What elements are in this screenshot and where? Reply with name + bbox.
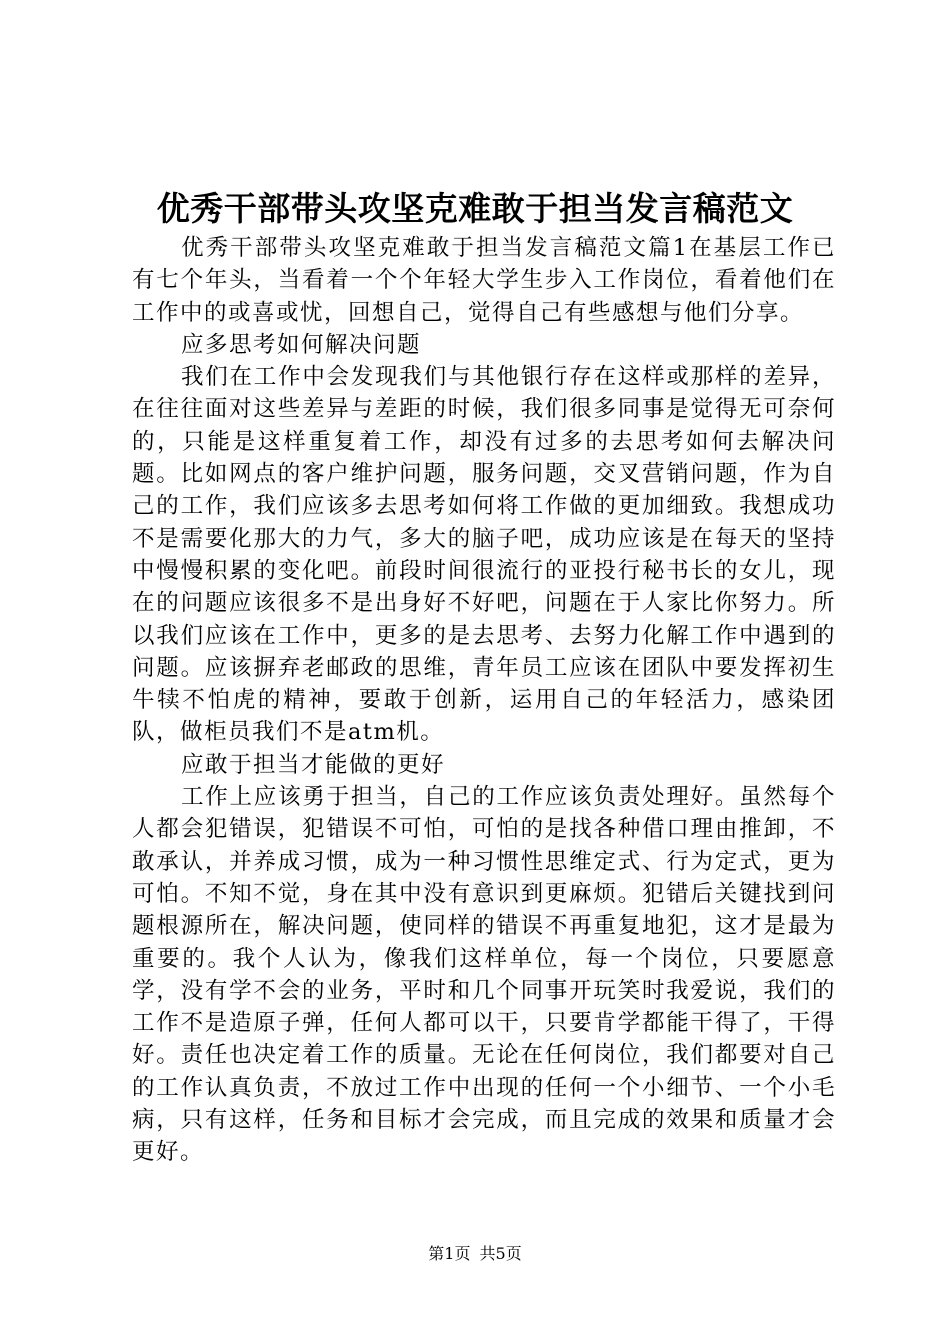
page-total: 共5页 (479, 1244, 522, 1263)
page-footer (0, 1243, 950, 1265)
intro-paragraph: 优秀干部带头攻坚克难敢于担当发言稿范文篇1在基层工作已有七个年头，当看着一个个年轻大学生步入工作岗位，看着他们在工作中的或喜或忧，回想自己，觉得自己有些感想与他们分享。 (132, 235, 836, 326)
document-title: 优秀干部带头攻坚克难敢于担当发言稿范文 (156, 189, 794, 228)
section-heading-responsibility: 应敢于担当才能做的更好 (181, 751, 446, 778)
page-number: 第1页 (428, 1244, 471, 1263)
section-heading-think: 应多思考如何解决问题 (181, 331, 422, 358)
document-body (132, 232, 836, 1169)
body-paragraph-responsibility: 工作上应该勇于担当，自己的工作应该负责处理好。虽然每个人都会犯错误，犯错误不可怕，可怕的是找各种借口理由推卸，不敢承认，并养成习惯，成为一种习惯性思维定式、行为定式，更为可怕。不知不觉，身在其中没有意识到更麻烦。犯错后关键找到问题根源所在，解决问题，使同样的错误不再重复地犯，这才是最为重要的。我个人认为，像我们这样单位，每一个岗位，只要愿意学，没有学不会的业务，平时和几个同事开玩笑时我爱说，我们的工作不是造原子弹，任何人都可以干，只要肯学都能干得了，干得好。责任也决定着工作的质量。无论在任何岗位，我们都要对自己的工作认真负责，不放过工作中出现的任何一个小细节、一个小毛病，只有这样，任务和目标才会完成，而且完成的效果和质量才会更好。 (132, 784, 836, 1166)
body-paragraph-think: 我们在工作中会发现我们与其他银行存在这样或那样的差异，在往往面对这些差异与差距的时候，我们很多同事是觉得无可奈何的，只能是这样重复着工作，却没有过多的去思考如何去解决问题。比如网点的客户维护问题，服务问题，交叉营销问题，作为自己的工作，我们应该多去思考如何将工作做的更加细致。我想成功不是需要化那大的力气，多大的脑子吧，成功应该是在每天的坚持中慢慢积累的变化吧。前段时间很流行的亚投行秘书长的女儿，现在的问题应该很多不是出身好不好吧，问题在于人家比你努力。所以我们应该在工作中，更多的是去思考、去努力化解工作中遇到的问题。应该摒弃老邮政的思维，青年员工应该在团队中要发挥初生牛犊不怕虎的精神，要敢于创新，运用自己的年轻活力，感染团队，做柜员我们不是atm机。 (132, 364, 836, 746)
